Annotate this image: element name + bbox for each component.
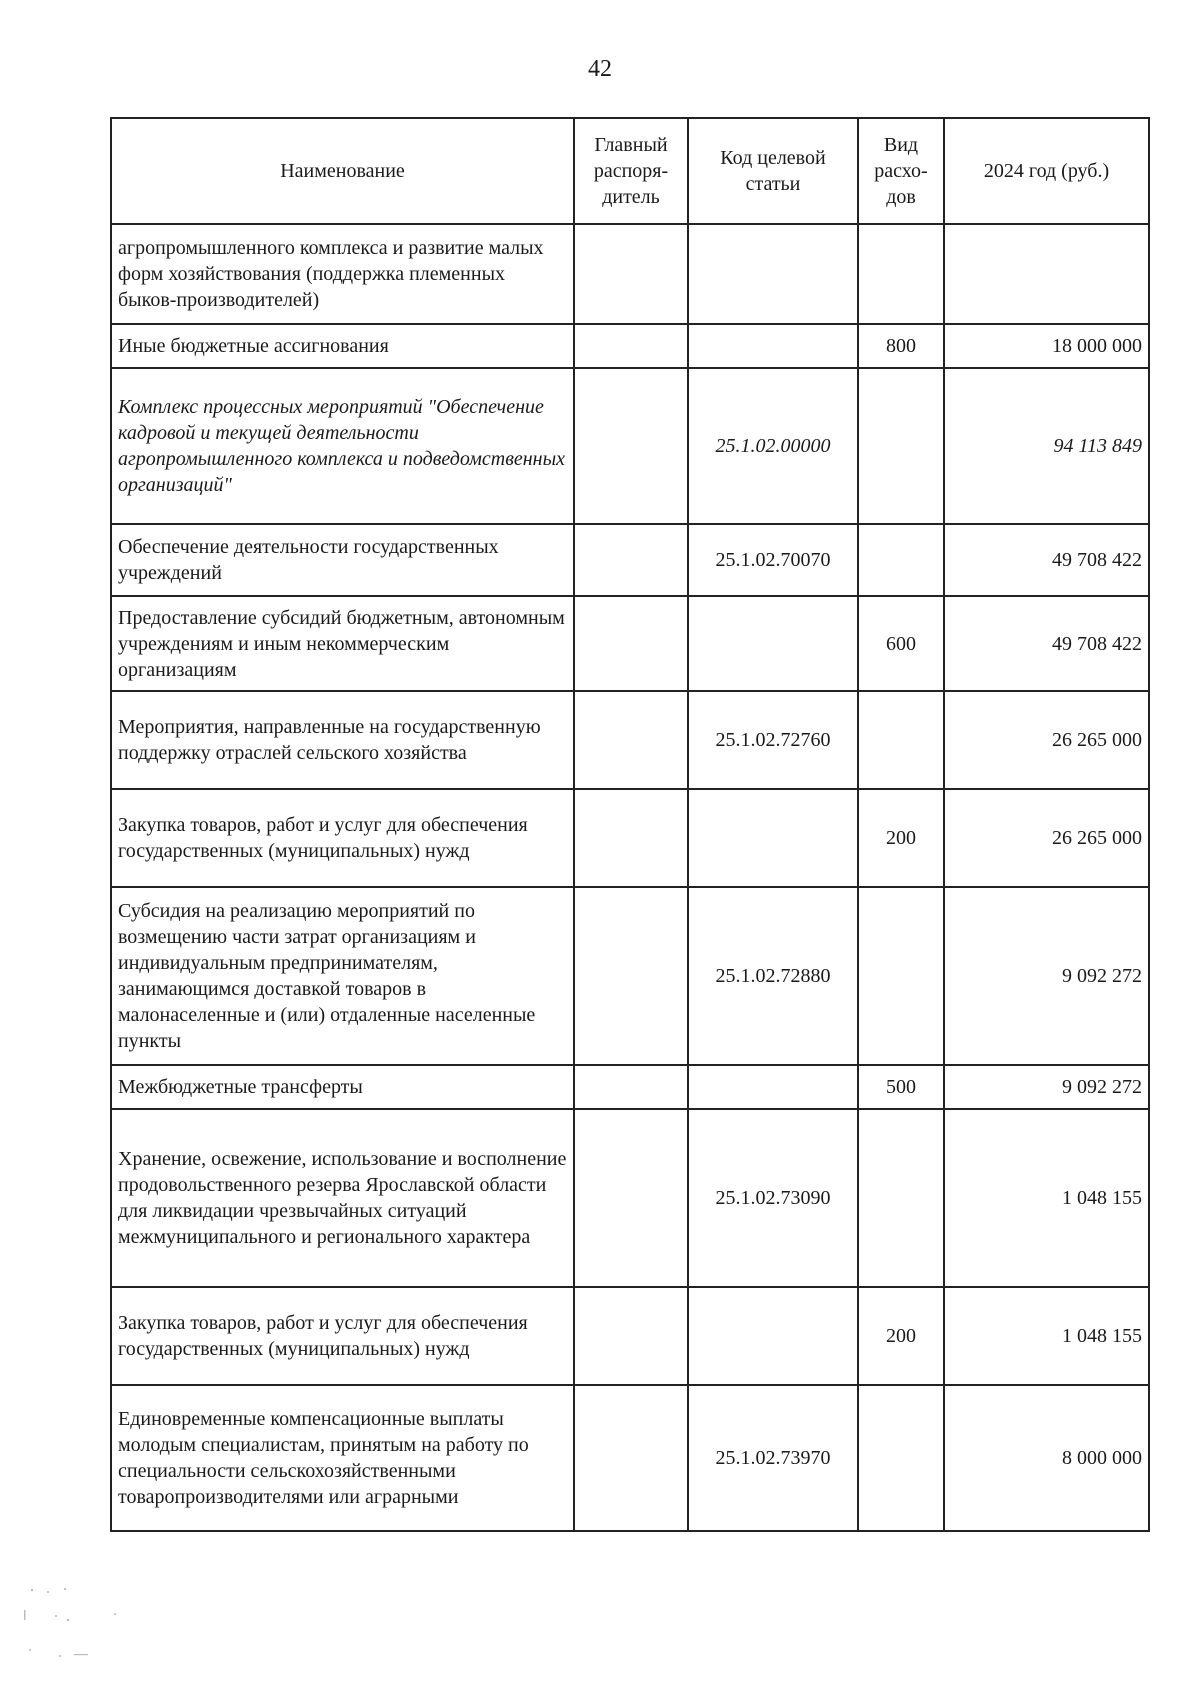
budget-table — [110, 117, 1150, 1532]
row-manager — [574, 324, 688, 368]
row-manager — [574, 887, 688, 1065]
table-row — [111, 596, 1149, 691]
row-name: Комплекс процессных мероприятий "Обеспечение кадровой и текущей деятельности агропромышленного комплекса и подведомственных организаций" — [111, 368, 574, 524]
row-code: 25.1.02.73970 — [688, 1385, 858, 1531]
table-row — [111, 1385, 1149, 1531]
row-expense-type: 200 — [858, 1287, 944, 1385]
row-code: 25.1.02.00000 — [688, 368, 858, 524]
row-manager — [574, 596, 688, 691]
row-amount: 94 113 849 — [944, 368, 1149, 524]
row-expense-type — [858, 887, 944, 1065]
table-body — [111, 224, 1149, 1531]
row-expense-type — [858, 1109, 944, 1287]
row-manager — [574, 1385, 688, 1531]
row-amount: 26 265 000 — [944, 691, 1149, 789]
row-name: Закупка товаров, работ и услуг для обеспечения государственных (муниципальных) нужд — [111, 1287, 574, 1385]
row-name: Субсидия на реализацию мероприятий по возмещению части затрат организациям и индивидуальным предпринимателям, занимающимся доставкой товаров в малонаселенные и (или) отдаленные населенные пункты — [111, 887, 574, 1065]
row-code — [688, 596, 858, 691]
row-expense-type: 500 — [858, 1065, 944, 1109]
row-code: 25.1.02.72760 — [688, 691, 858, 789]
row-code — [688, 1065, 858, 1109]
row-manager — [574, 1287, 688, 1385]
row-code: 25.1.02.73090 — [688, 1109, 858, 1287]
header-manager: Главный распоря-дитель — [574, 118, 688, 224]
row-expense-type: 800 — [858, 324, 944, 368]
row-manager — [574, 224, 688, 324]
row-manager — [574, 524, 688, 596]
row-manager — [574, 1065, 688, 1109]
page-number: 42 — [588, 56, 612, 82]
row-amount: 9 092 272 — [944, 887, 1149, 1065]
row-amount: 26 265 000 — [944, 789, 1149, 887]
row-name: Единовременные компенсационные выплаты молодым специалистам, принятым на работу по специальности сельскохозяйственными товаропроизводителями или аграрными — [111, 1385, 574, 1531]
row-amount: 9 092 272 — [944, 1065, 1149, 1109]
row-code — [688, 789, 858, 887]
row-name: Хранение, освежение, использование и восполнение продовольственного резерва Ярославской области для ликвидации чрезвычайных ситуаций межмуниципального и регионального характера — [111, 1109, 574, 1287]
scan-artifact-marks — [20, 1580, 140, 1670]
table-header-row — [111, 118, 1149, 224]
row-expense-type — [858, 691, 944, 789]
row-manager — [574, 691, 688, 789]
table-row — [111, 368, 1149, 524]
row-amount: 49 708 422 — [944, 596, 1149, 691]
row-expense-type: 600 — [858, 596, 944, 691]
row-manager — [574, 368, 688, 524]
table-row — [111, 789, 1149, 887]
table-row — [111, 887, 1149, 1065]
row-code — [688, 324, 858, 368]
row-amount: 1 048 155 — [944, 1287, 1149, 1385]
row-code — [688, 224, 858, 324]
table-row — [111, 691, 1149, 789]
row-expense-type — [858, 224, 944, 324]
header-amount: 2024 год (руб.) — [944, 118, 1149, 224]
header-name: Наименование — [111, 118, 574, 224]
row-amount: 1 048 155 — [944, 1109, 1149, 1287]
row-expense-type — [858, 1385, 944, 1531]
row-code: 25.1.02.70070 — [688, 524, 858, 596]
row-name: Межбюджетные трансферты — [111, 1065, 574, 1109]
table-row — [111, 1065, 1149, 1109]
row-amount — [944, 224, 1149, 324]
row-name: Закупка товаров, работ и услуг для обеспечения государственных (муниципальных) нужд — [111, 789, 574, 887]
table-row — [111, 324, 1149, 368]
table-row — [111, 1287, 1149, 1385]
row-expense-type — [858, 524, 944, 596]
row-amount: 18 000 000 — [944, 324, 1149, 368]
row-amount: 8 000 000 — [944, 1385, 1149, 1531]
header-code: Код целевой статьи — [688, 118, 858, 224]
row-name: агропромышленного комплекса и развитие малых форм хозяйствования (поддержка племенных быков-производителей) — [111, 224, 574, 324]
row-expense-type — [858, 368, 944, 524]
row-name: Обеспечение деятельности государственных учреждений — [111, 524, 574, 596]
table-row — [111, 524, 1149, 596]
row-code — [688, 1287, 858, 1385]
row-name: Предоставление субсидий бюджетным, автономным учреждениям и иным некоммерческим организациям — [111, 596, 574, 691]
row-name: Мероприятия, направленные на государственную поддержку отраслей сельского хозяйства — [111, 691, 574, 789]
table-row — [111, 224, 1149, 324]
row-expense-type: 200 — [858, 789, 944, 887]
table-row — [111, 1109, 1149, 1287]
row-code: 25.1.02.72880 — [688, 887, 858, 1065]
row-manager — [574, 789, 688, 887]
row-manager — [574, 1109, 688, 1287]
row-name: Иные бюджетные ассигнования — [111, 324, 574, 368]
header-type: Вид расхо-дов — [858, 118, 944, 224]
row-amount: 49 708 422 — [944, 524, 1149, 596]
